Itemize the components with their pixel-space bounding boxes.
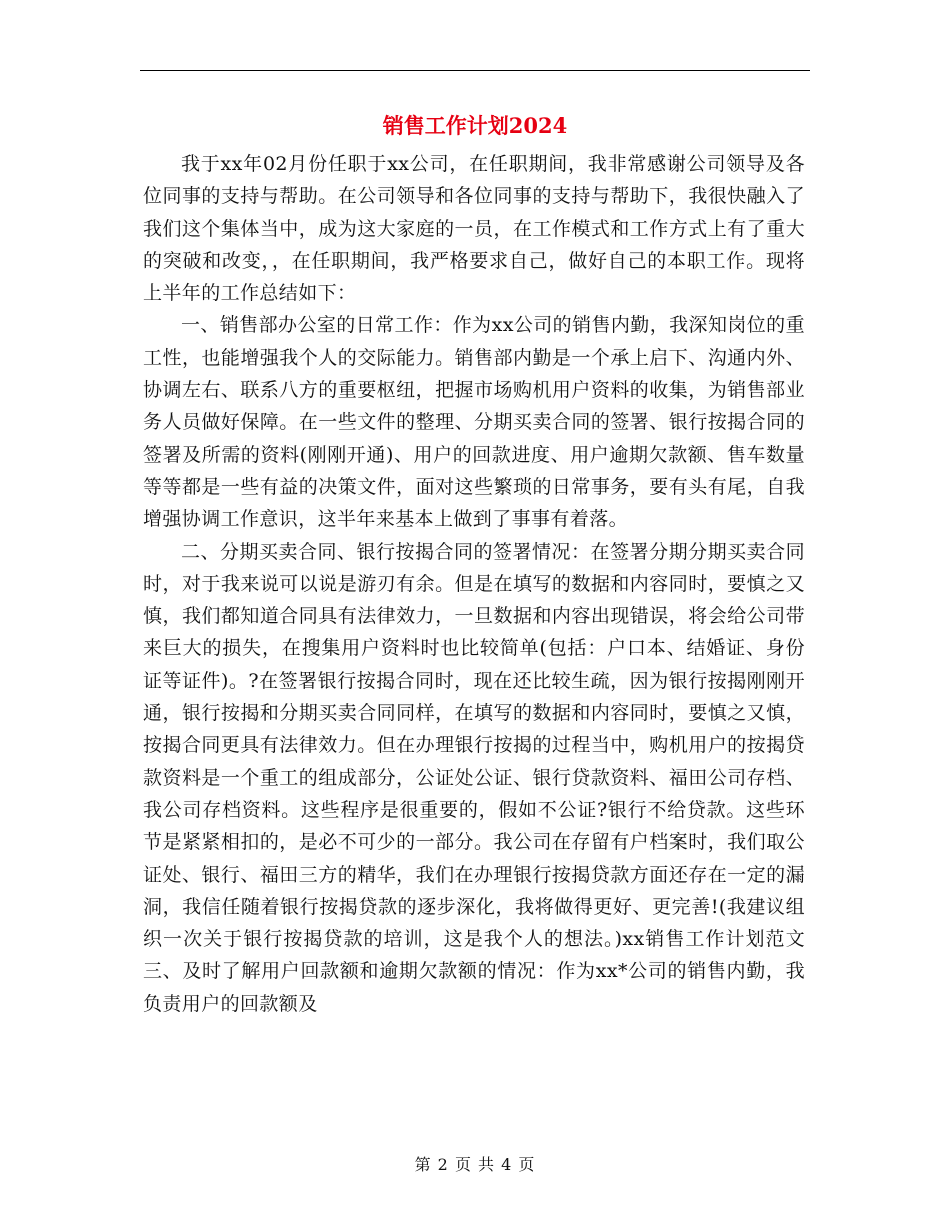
paragraph-section-two: 二、分期买卖合同、银行按揭合同的签署情况：在签署分期分期买卖合同时，对于我来说可以说是游刃有余。但是在填写的数据和内容同时，要慎之又慎，我们都知道合同具有法律效力，一旦数据和内容出现错误，将会给公司带来巨大的损失，在搜集用户资料时也比较简单(包括：户口本、结婚证、身份证等证件)。?在签署银行按揭合同时，现在还比较生疏，因为银行按揭刚刚开通，银行按揭和分期买卖合同同样，在填写的数据和内容同时，要慎之又慎，按揭合同更具有法律效力。但在办理银行按揭的过程当中，购机用户的按揭贷款资料是一个重工的组成部分，公证处公证、银行贷款资料、福田公司存档、我公司存档资料。这些程序是很重要的，假如不公证?银行不给贷款。这些环节是紧紧相扣的，是必不可少的一部分。我公司在存留有户档案时，我们取公证处、银行、福田三方的精华，我们在办理银行按揭贷款方面还存在一定的漏洞，我信任随着银行按揭贷款的逐步深化，我将做得更好、更完善!(我建议组织一次关于银行按揭贷款的培训，这是我个人的想法。)xx销售工作计划范文三、及时了解用户回款额和逾期欠款额的情况：作为xx*公司的销售内勤，我负责用户的回款额及 [143, 540, 805, 1015]
paragraph-section-one: 一、销售部办公室的日常工作：作为xx公司的销售内勤，我深知岗位的重工性，也能增强我个人的交际能力。销售部内勤是一个承上启下、沟通内外、协调左右、联系八方的重要枢纽，把握市场购机用户资料的收集，为销售部业务人员做好保障。在一些文件的整理、分期买卖合同的签署、银行按揭合同的签署及所需的资料(刚刚开通)、用户的回款进度、用户逾期欠款额、售车数量等等都是一些有益的决策文件，面对这些繁琐的日常事务，要有头有尾，自我增强协调工作意识，这半年来基本上做到了事事有着落。 [143, 314, 805, 531]
header-rule [140, 70, 810, 71]
document-title: 销售工作计划2024 [382, 113, 568, 138]
document-body [143, 148, 805, 1020]
page-number: 第 2 页 共 4 页 [414, 1155, 536, 1174]
paragraph-intro: 我于xx年02月份任职于xx公司，在任职期间，我非常感谢公司领导及各位同事的支持与帮助。在公司领导和各位同事的支持与帮助下，我很快融入了我们这个集体当中，成为这大家庭的一员，在工作模式和工作方式上有了重大的突破和改变，，在任职期间，我严格要求自己，做好自己的本职工作。现将上半年的工作总结如下： [143, 153, 805, 305]
